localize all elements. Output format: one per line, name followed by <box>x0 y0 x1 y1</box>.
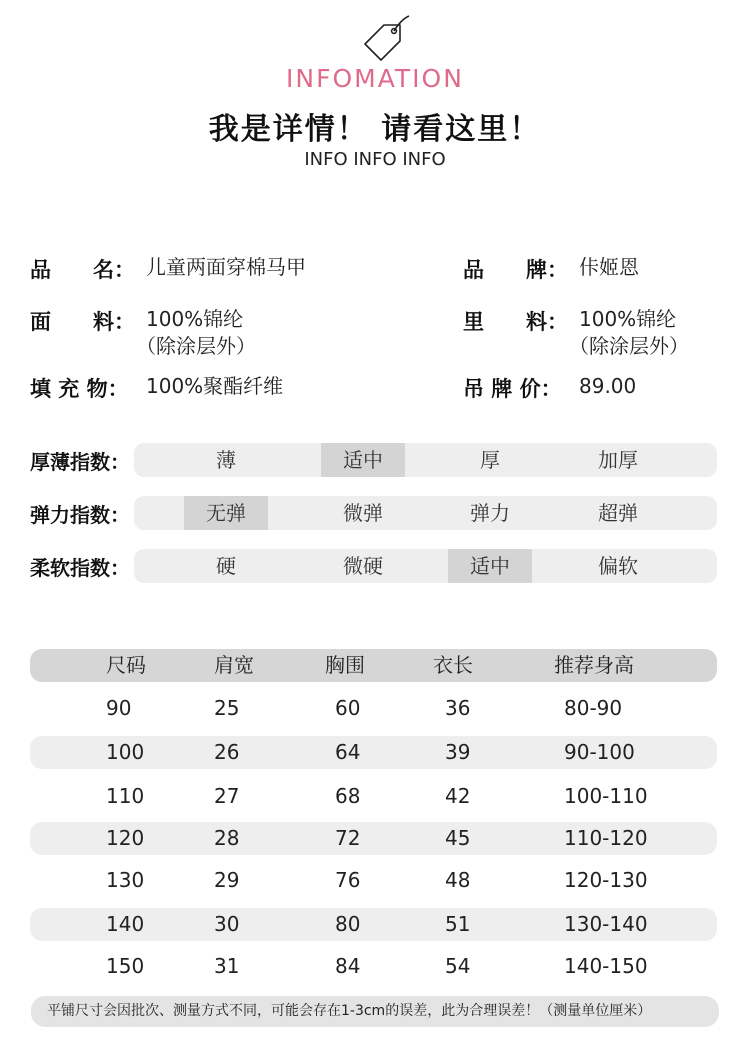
index-option[interactable]: 微硬 <box>343 554 383 578</box>
lining-value: 100%锦纶 <box>579 307 677 331</box>
table-cell: 29 <box>214 868 240 892</box>
fabric-label: 面 料： <box>30 310 135 334</box>
table-cell: 26 <box>214 740 240 764</box>
table-cell: 100-110 <box>564 784 648 808</box>
price-tag-icon <box>360 12 412 64</box>
brand-label: 品 牌： <box>463 258 568 282</box>
table-cell: 64 <box>335 740 361 764</box>
table-cell: 80 <box>335 912 361 936</box>
table-cell: 110-120 <box>564 826 648 850</box>
table-cell: 30 <box>214 912 240 936</box>
price-value: 89.00 <box>579 374 637 398</box>
index-option-selected[interactable]: 适中 <box>321 443 405 477</box>
table-cell: 84 <box>335 954 361 978</box>
table-cell: 36 <box>445 696 471 720</box>
heading-subtitle: INFO INFO INFO <box>304 149 446 170</box>
index-option[interactable]: 偏软 <box>598 554 638 578</box>
index-option-selected[interactable]: 无弹 <box>184 496 268 530</box>
filling-value: 100%聚酯纤维 <box>146 374 284 398</box>
index-option[interactable]: 薄 <box>216 448 236 472</box>
table-cell: 27 <box>214 784 240 808</box>
table-cell: 150 <box>106 954 145 978</box>
index-option[interactable]: 超弹 <box>598 501 638 525</box>
table-cell: 72 <box>335 826 361 850</box>
index-bar <box>134 443 717 477</box>
table-cell: 130-140 <box>564 912 648 936</box>
table-cell: 60 <box>335 696 361 720</box>
table-cell: 90 <box>106 696 132 720</box>
table-cell: 110 <box>106 784 145 808</box>
table-cell: 28 <box>214 826 240 850</box>
index-option[interactable]: 微弹 <box>343 501 383 525</box>
table-cell: 39 <box>445 740 471 764</box>
index-label: 柔软指数： <box>30 556 130 580</box>
lining-value-note: （除涂层外） <box>569 334 689 358</box>
table-cell: 130 <box>106 868 145 892</box>
table-cell: 68 <box>335 784 361 808</box>
size-table-header-cell: 肩宽 <box>214 653 254 677</box>
index-label: 厚薄指数： <box>30 450 130 474</box>
table-cell: 140-150 <box>564 954 648 978</box>
size-table-header-cell: 尺码 <box>106 653 146 677</box>
price-label: 吊 牌 价： <box>463 377 562 401</box>
index-bar <box>134 496 717 530</box>
size-table-header-cell: 衣长 <box>433 653 473 677</box>
size-table-header-cell: 胸围 <box>325 653 365 677</box>
index-label: 弹力指数： <box>30 503 130 527</box>
table-cell: 25 <box>214 696 240 720</box>
filling-label: 填 充 物： <box>30 377 129 401</box>
page-title: 我是详情！ 请看这里！ <box>208 112 542 147</box>
table-cell: 51 <box>445 912 471 936</box>
fabric-value: 100%锦纶 <box>146 307 244 331</box>
measurement-note: 平铺尺寸会因批次、测量方式不同，可能会存在1-3cm的误差，此为合理误差！（测量单位厘米） <box>31 996 719 1027</box>
table-cell: 45 <box>445 826 471 850</box>
index-option-selected[interactable]: 适中 <box>448 549 532 583</box>
product-name-label: 品 名： <box>30 258 135 282</box>
fabric-value-note: （除涂层外） <box>136 334 256 358</box>
lining-label: 里 料： <box>463 310 568 334</box>
table-cell: 120 <box>106 826 145 850</box>
table-cell: 54 <box>445 954 471 978</box>
table-cell: 31 <box>214 954 240 978</box>
index-option[interactable]: 厚 <box>480 448 500 472</box>
index-bar <box>134 549 717 583</box>
index-option[interactable]: 加厚 <box>598 448 638 472</box>
size-table-header-cell: 推荐身高 <box>554 653 634 677</box>
index-option[interactable]: 硬 <box>216 554 236 578</box>
table-cell: 120-130 <box>564 868 648 892</box>
table-cell: 80-90 <box>564 696 623 720</box>
table-cell: 48 <box>445 868 471 892</box>
brand-value: 佧姬恩 <box>579 255 639 279</box>
table-cell: 100 <box>106 740 145 764</box>
index-option[interactable]: 弹力 <box>470 501 510 525</box>
table-cell: 42 <box>445 784 471 808</box>
table-cell: 90-100 <box>564 740 635 764</box>
table-cell: 140 <box>106 912 145 936</box>
heading-en: INFOMATION <box>286 64 464 93</box>
table-cell: 76 <box>335 868 361 892</box>
product-name-value: 儿童两面穿棉马甲 <box>146 255 306 279</box>
